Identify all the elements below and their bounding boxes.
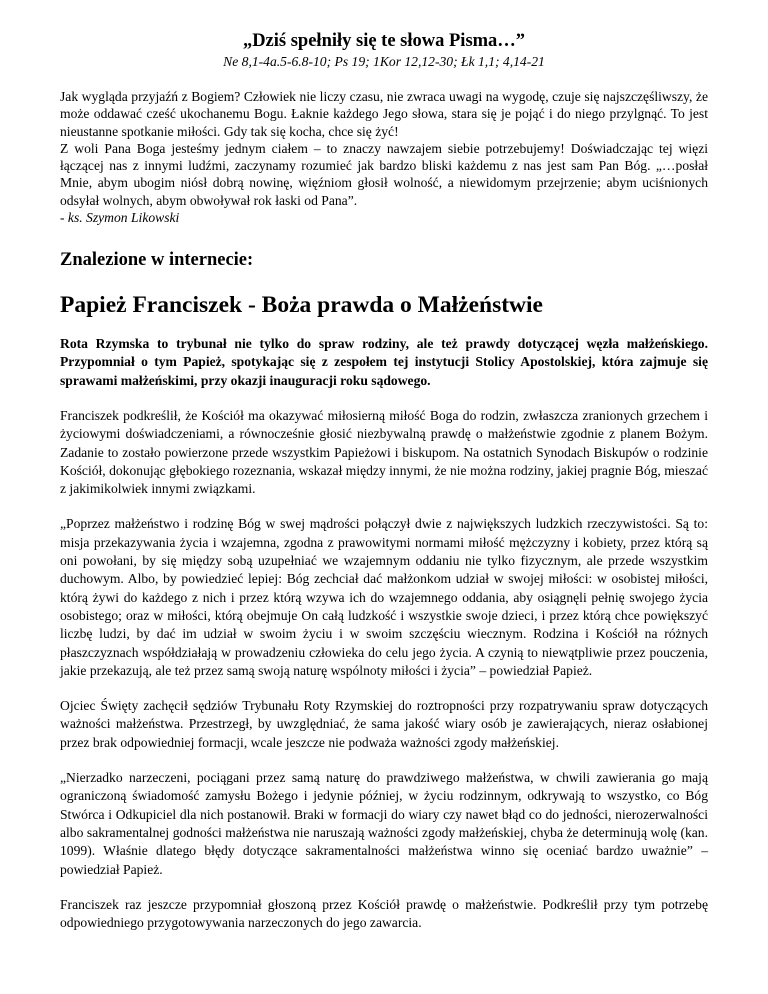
- intro-paragraph: Jak wygląda przyjaźń z Bogiem? Człowiek nie liczy czasu, nie zwraca uwagi na wygodę, czuje się najszczęśliwszy, że może oddawać cześć ukochanemu Bogu. Łaknie każdego Jego słowa, stara się je pojąć i do niego przylgnąć. To jest nieustanne spotkanie miłości. Gdy tak się kocha, chce się żyć!: [60, 89, 708, 139]
- article-paragraph: „Poprzez małżeństwo i rodzinę Bóg w swej mądrości połączył dwie z największych ludzkich rzeczywistości. Są to: misja przekazywania życia i wzajemna, zgodna z prawowitymi normami miłość mężczyzny i kobiety, przez którą są oni powołani, by się między sobą uzupełniać we wzajemnym oddaniu nie tylko fizycznym, ale przede wszystkim duchowym. Albo, by powiedzieć lepiej: Bóg zechciał dać małżonkom udział w swojej miłości: w osobistej miłości, którą żywi do każdego z nich i przez którą wzywa ich do wzajemnego oddania, aby osiągnęli pełnię swojego życia osobistego; oraz w miłości, którą obejmuje On całą ludzkość i wszystkie swoje dzieci, i przez którą chce powiększyć liczbę ludzi, by dać im udział w swoim życiu i w swoim szczęściu wiecznym. Rodzina i Kościół na różnych płaszczyznach współdziałają w prowadzeniu człowieka do celu jego życia. A czynią to niewątpliwie przez pouczenia, jakie przekazują, ale też przez samą swoją naturę wspólnoty miłości i życia” – powiedział Papież.: [60, 516, 708, 678]
- intro-text: [60, 88, 708, 226]
- article-paragraph: Franciszek podkreślił, że Kościół ma okazywać miłosierną miłość Boga do rodzin, zwłaszcza zranionych grzechem i życiowymi doświadczeniami, a równocześnie głosić niezbywalną prawdę o małżeństwie zgodnie z planem Bożym. Zadanie to zostało powierzone przede wszystkim Papieżowi i biskupom. Na ostatnich Synodach Biskupów o rodzinie Kościół, dokonując głębokiego rozeznania, wskazał między innymi, że nie można rodziny, jakiej pragnie Bóg, mieszać z jakimikolwiek innymi związkami.: [60, 407, 708, 497]
- article-lead: Rota Rzymska to trybunał nie tylko do spraw rodziny, ale też prawdy dotyczącej węzła małżeńskiego. Przypomniał o tym Papież, spotykając się z zespołem tej instytucji Stolicy Apostolskiej, która zajmuje się sprawami małżeńskimi, przy okazji inauguracji roku sądowego.: [60, 336, 708, 388]
- scripture-references: Ne 8,1-4a.5-6.8-10; Ps 19; 1Kor 12,12-30; Łk 1,1; 4,14-21: [223, 54, 545, 69]
- author-signature: - ks. Szymon Likowski: [60, 210, 180, 226]
- page-title: „Dziś spełniły się te słowa Pisma…”: [242, 31, 526, 51]
- article-paragraph: Ojciec Święty zachęcił sędziów Trybunału Roty Rzymskiej do roztropności przy rozpatrywaniu spraw dotyczących ważności małżeństwa. Przestrzegł, by uwzględniać, że sama jakość wiary osób je zawierających, nieraz osłabionej przez brak odpowiedniej formacji, wcale jeszcze nie podważa ważności zgody małżeńskiej.: [60, 698, 708, 750]
- section-heading: Znalezione w internecie:: [60, 250, 254, 271]
- article-paragraph: Franciszek raz jeszcze przypomniał głoszoną przez Kościół prawdę o małżeństwie. Podkreślił przy tym potrzebę odpowiedniego przygotowywania narzeczonych do jego zawarcia.: [60, 896, 708, 931]
- article-paragraph: „Nierzadko narzeczeni, pociągani przez samą naturę do prawdziwego małżeństwa, w chwili zawierania go mają ograniczoną świadomość zamysłu Bożego i jedynie później, w życiu rodzinnym, odkrywają to wszystko, co Bóg Stwórca i Odkupiciel dla nich postanowił. Braki w formacji do wiary czy nawet błąd co do jedności, nierozerwalności albo sakramentalnej godności małżeństwa nie naruszają ważności zgody małżeńskiej, chyba że determinują wolę (kan. 1099). Właśnie dlatego błędy dotyczące sakramentalności małżeństwa winno się oceniać bardzo uważnie” – powiedział Papież.: [60, 770, 708, 877]
- intro-paragraph: Z woli Pana Boga jesteśmy jednym ciałem – to znaczy nawzajem siebie potrzebujemy! Doświadczając tej więzi łączącej nas z innymi ludźmi, zaczynamy rozumieć jak bardzo bliski każdemu z nas jest sam Pan Bóg. „…posłał Mnie, abym ubogim niósł dobrą nowinę, więźniom głosił wolność, a niewidomym przejrzenie; abym uciśnionych odsyłał wolnych, abym obwoływał rok łaski od Pana”.: [60, 140, 708, 208]
- article-title: Papież Franciszek - Boża prawda o Małżeństwie: [60, 292, 543, 319]
